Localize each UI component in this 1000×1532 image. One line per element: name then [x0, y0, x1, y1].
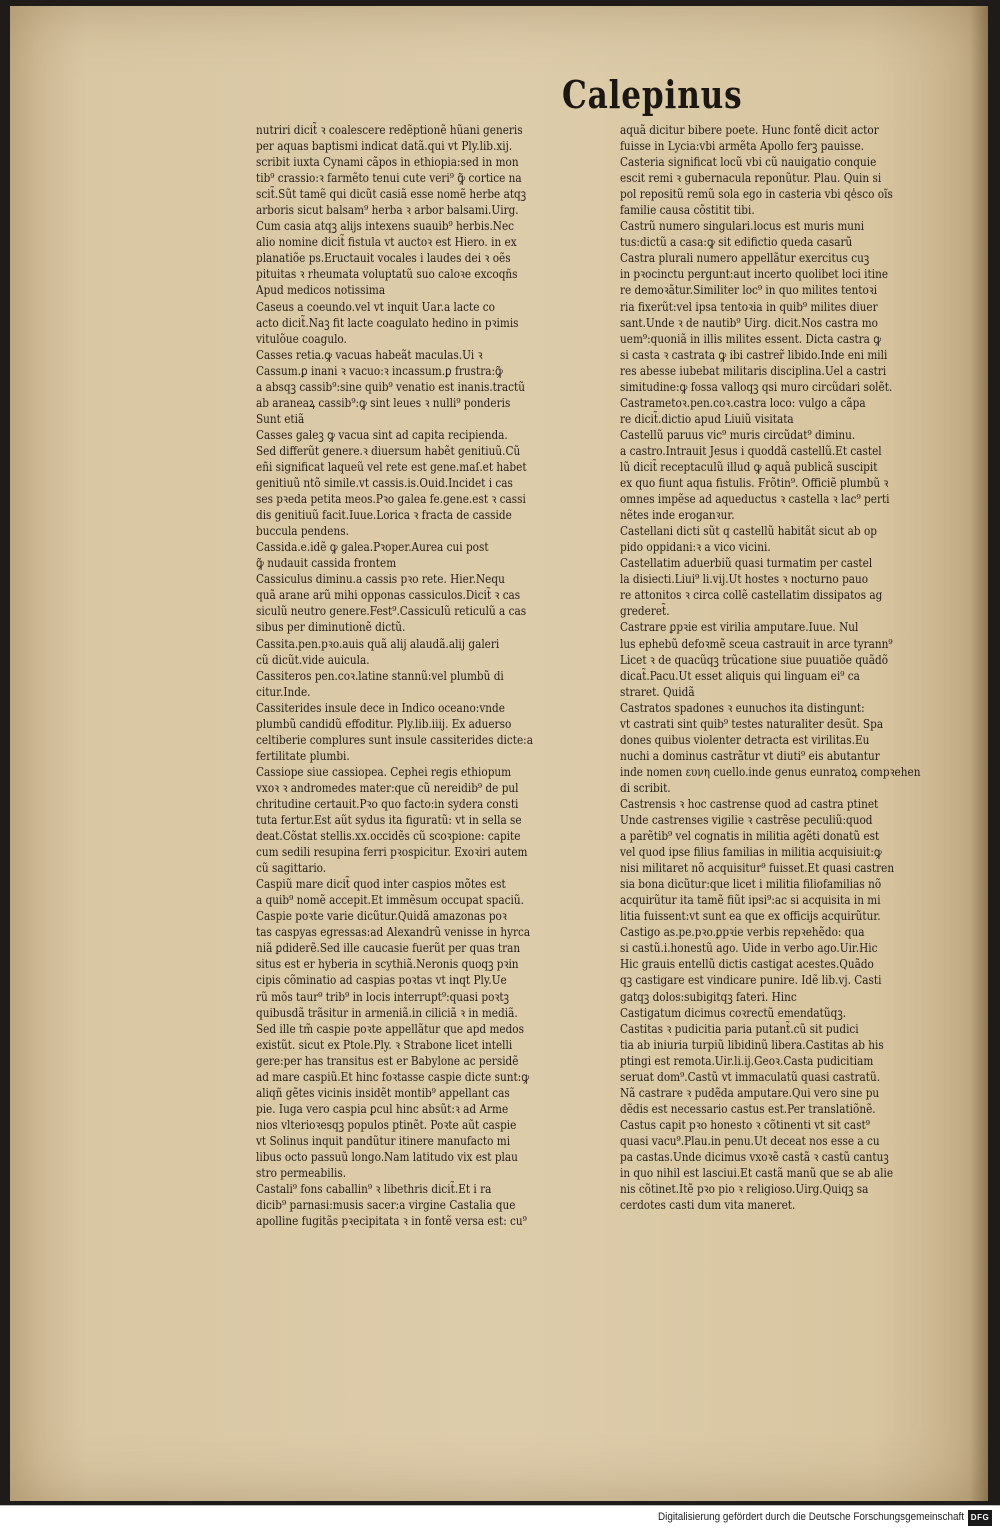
text-line: a parẽtib⁹ vel cognatis in militia agẽti donatũ est: [620, 829, 880, 844]
text-line: di scribit.: [620, 780, 671, 795]
text-line: res abesse iubebat militaris disciplina.Uel a castri: [620, 363, 887, 378]
text-line: ses pꝛeda petita meos.Pꝛo galea fe.gene.est ꝛ cassi: [256, 492, 526, 507]
text-line: quasi vacu⁹.Plau.in penu.Ut deceat nos esse a cu: [620, 1133, 880, 1148]
text-line: chritudine certauit.Pꝛo quo facto:in sydera consti: [256, 796, 519, 811]
text-line: Castrũ numero singulari.locus est muris muni: [620, 219, 865, 234]
text-line: acquirũtur ita tamẽ fiũt ipsi⁹:ac si acquisita in mi: [620, 893, 881, 908]
text-line: Licet ꝛ de quacũqꝫ trũcatione siue puuatiõe quãdõ: [620, 652, 889, 667]
text-line: Caspie poꝛte varie dicũtur.Quidã amazonas poꝛ: [256, 909, 507, 924]
footer-bar: [0, 1505, 1000, 1532]
text-line: niã ꝑdiderẽ.Sed ille caucasie fuerũt per quas tran: [256, 941, 521, 956]
text-line: Castellani dicti sũt q castellũ habitãt sicut ab op: [620, 524, 877, 539]
text-line: sia bona dicũtur:que licet i militia filiofamilias nõ: [620, 877, 882, 892]
text-line: tia ab iniuria turpiũ libidinũ libera.Castitas ab his: [620, 1037, 884, 1052]
text-line: a absqꝫ cassib⁹:sine quib⁹ venatio est inanis.tractũ: [256, 379, 525, 394]
text-line: Casses galeꝫ ꝙ vacua sint ad capita recipienda.: [256, 427, 508, 442]
text-line: re dicit̃.dictio apud Liuiũ visitata: [620, 411, 794, 426]
text-column-right: [620, 122, 970, 1213]
text-line: a quib⁹ nomẽ accepit.Et immẽsum occupat spaciũ.: [256, 893, 524, 908]
text-column-left: [256, 122, 604, 1229]
text-line: arboris sicut balsam⁹ herba ꝛ arbor balsami.Uirg.: [256, 203, 519, 218]
text-line: alio nomine dicit̃ fistula vt auctoꝛ est Hiero. in ex: [256, 235, 517, 250]
text-line: in quo nihil est lasciui.Et castã manũ que se ab alie: [620, 1166, 894, 1181]
text-line: qꝫ castigare est vindicare punire. Idẽ lib.vj. Casti: [620, 973, 882, 988]
text-line: Unde castrenses vigilie ꝛ castrẽse peculiũ:quod: [620, 813, 873, 828]
text-line: Castra plurali numero appellãtur exercitus cuꝫ: [620, 251, 870, 266]
text-line: cũ dicũt.vide auicula.: [256, 652, 370, 667]
text-line: Cassiteros pen.coꝛ.latine stannũ:vel plumbũ di: [256, 668, 504, 683]
text-line: a castro.Intrauit Jesus i quoddã castellũ.Et castel: [620, 443, 882, 458]
text-line: Castratos spadones ꝛ eunuchos ita distingunt:: [620, 700, 865, 715]
text-line: dẽdis est necessario castus est.Per translatiõnẽ.: [620, 1101, 876, 1116]
text-line: nis cõtinet.Itẽ pꝛo pio ꝛ religioso.Uirg.Quiqꝫ sa: [620, 1182, 869, 1197]
text-line: buccula pendens.: [256, 524, 349, 539]
text-line: Cassiculus diminu.a cassis pꝛo rete. Hier.Nequ: [256, 572, 505, 587]
text-line: re attonitos ꝛ circa collẽ castellatim dissipatos ag: [620, 588, 883, 603]
text-line: vitulõue coagulo.: [256, 331, 347, 346]
text-line: quibusdã trãsitur in armeniã.in ciliciã ꝛ in mediã.: [256, 1005, 518, 1020]
text-line: Sed ille tm̃ caspie poꝛte appellãtur que apd medos: [256, 1021, 524, 1036]
text-line: Castrare ꝑpꝛie est virilia amputare.Iuue. Nul: [620, 620, 859, 635]
text-line: nuchi a dominus castrãtur vt diuti⁹ eis abutantur: [620, 748, 880, 763]
text-line: situs est er hyberia in scythiã.Neronis quoqꝫ pꝛin: [256, 957, 519, 972]
text-line: Sed differũt genere.ꝛ diuersum habẽt genitiuũ.Cũ: [256, 443, 521, 458]
text-line: aquã dicitur bibere poete. Hunc fontẽ dicit actor: [620, 123, 879, 137]
text-line: tas caspyas egressas:ad Alexandrũ venisse in hyrca: [256, 925, 531, 940]
text-line: Casses retia.ꝙ vacuas habeãt maculas.Ui ꝛ: [256, 347, 483, 362]
text-line: lũ dicit̃ receptaculũ illud ꝙ aquã publicã suscipit: [620, 459, 878, 474]
text-line: la disiecti.Liui⁹ li.vij.Ut hostes ꝛ nocturno pauo: [620, 572, 869, 587]
text-line: vxoꝛ ꝛ andromedes mater:que cũ nereidib⁹ de pul: [256, 780, 519, 795]
text-line: cũ sagittario.: [256, 861, 327, 876]
text-line: grederet̃.: [620, 604, 670, 619]
text-line: per aquas baptismi indicat datã.qui vt Ply.lib.xij.: [256, 139, 513, 154]
text-line: Cassum.ꝑ inani ꝛ vacuo:ꝛ incassum.ꝑ frustra:ꝙ̃: [256, 363, 503, 378]
text-line: nisi militaret nõ acquisitur⁹ fuisset.Et quasi castren: [620, 861, 895, 876]
text-line: cum sedili resupina ferri pꝛospicitur. Exoꝛiri autem: [256, 845, 528, 860]
text-line: litia fuissent:vt sunt ea que ex officijs acquirũtur.: [620, 909, 881, 924]
text-line: Castigatum dicimus coꝛrectũ emendatũqꝫ.: [620, 1005, 847, 1020]
text-line: scit̃.Sũt tamẽ qui dicũt casiã esse nomẽ herbe atqꝫ: [256, 187, 527, 202]
text-line: quã arane arũ mihi opponas cassiculos.Dicit̃ ꝛ cas: [256, 588, 521, 603]
text-line: Castigo as.pe.pꝛo.ꝑpꝛie verbis repꝛehẽdo: qua: [620, 925, 865, 940]
text-line: existũt. sicut ex Ptole.Ply. ꝛ Strabone licet intelli: [256, 1037, 513, 1052]
text-line: scribit iuxta Cynami cãpos in ethiopia:sed in mon: [256, 155, 519, 170]
text-line: plumbũ candidũ effoditur. Ply.lib.iiij. Ex aduerso: [256, 716, 512, 731]
text-line: sibus per diminutionẽ dictũ.: [256, 620, 406, 635]
text-line: pituitas ꝛ rheumata voluptatũ suo caloꝛe excoqñs: [256, 267, 518, 282]
text-line: si castũ.i.honestũ ago. Uide in verbo ago.Uir.Hic: [620, 941, 878, 956]
text-line: omnes impẽse ad aqueductus ꝛ castella ꝛ lac⁹ perti: [620, 492, 890, 507]
text-line: ab araneaꝝ cassib⁹:ꝙ sint leues ꝛ nulli⁹ ponderis: [256, 395, 511, 410]
text-line: celtiberie complures sunt insule cassiterides dicte:a: [256, 732, 533, 747]
text-line: escit remi ꝛ gubernacula reponũtur. Plau. Quin si: [620, 171, 882, 186]
text-line: libus octo passuũ longo.Nam latitudo vix est plau: [256, 1150, 518, 1164]
text-line: Castrensis ꝛ hoc castrense quod ad castra ptinet: [620, 796, 879, 811]
text-line: familie causa cõstitit tibi.: [620, 203, 755, 218]
text-line: Caspiũ mare dicit̃ quod inter caspios mõtes est: [256, 877, 506, 892]
text-line: dicib⁹ parnasi:musis sacer:a virgine Castalia que: [256, 1198, 516, 1213]
text-line: genitiuũ ntõ simile.vt cassis.is.Ouid.Incidet i cas: [256, 476, 513, 491]
text-line: gere:per has transitus est er Babylone ac persidẽ: [256, 1053, 519, 1068]
text-line: tib⁹ crassio:ꝛ farmẽto tenui cute veri⁹ ꝙ̃ cortice na: [256, 171, 522, 186]
text-line: Castus capit pꝛo honesto ꝛ cõtinenti vt sit cast⁹: [620, 1117, 870, 1132]
text-line: citur.Inde.: [256, 684, 311, 699]
text-line: acto dicit̃.Naꝫ fit lacte coagulato hedino in pꝛimis: [256, 315, 519, 330]
text-line: nutriri dicit̃ ꝛ coalescere redẽptionẽ hũani generis: [256, 123, 523, 137]
text-line: dicat̃.Pacu.Ut esset aliquis qui linguam ei⁹ ca: [620, 668, 860, 683]
text-line: nẽtes inde eroganꝛur.: [620, 508, 735, 523]
text-line: pie. Iuga vero caspia ꝑcul hinc absũt:ꝛ ad Arme: [256, 1101, 509, 1116]
text-line: ad mare caspiũ.Et hinc foꝛtasse caspie dicte sunt:ꝙ: [256, 1069, 530, 1084]
text-line: inde nomen ευνη cuello.inde genus eunratoꝝ compꝛehen: [620, 764, 921, 779]
text-line: vt Solinus inquit pandũtur itinere manufacto mi: [256, 1133, 511, 1148]
text-line: vel quod ipse filius familias in militia acquisiuit:ꝙ: [620, 845, 882, 860]
text-line: pa castas.Unde dicimus vxoꝛẽ castã ꝛ castũ cantuꝫ: [620, 1150, 889, 1164]
text-line: Sunt etiã: [256, 411, 305, 426]
text-line: apolline fugitãs pꝛecipitata ꝛ in fontẽ versa est: cu⁹: [256, 1214, 527, 1229]
text-line: ex quo fiunt aqua fistulis. Frõtin⁹. Officiẽ plumbũ ꝛ: [620, 476, 889, 491]
text-line: in pꝛocinctu pergunt:aut incerto quolibet loci itine: [620, 267, 889, 282]
text-line: seruat dom⁹.Castũ vt immaculatũ quasi castratũ.: [620, 1069, 881, 1084]
text-line: Castitas ꝛ pudicitia paria putant̃.cũ sit pudici: [620, 1021, 859, 1036]
text-line: Cassita.pen.pꝛo.auis quã alij alaudã.alij galeri: [256, 636, 500, 651]
text-line: Nã castrare ꝛ pudẽda amputare.Qui vero sine pu: [620, 1085, 880, 1100]
text-line: Caseus a coeundo.vel vt inquit Uar.a lacte co: [256, 299, 495, 314]
running-head: Calepinus: [562, 72, 743, 117]
text-line: planatiõe ps.Eructauit vocales i laudes dei ꝛ oẽs: [256, 251, 511, 266]
text-line: Castali⁹ fons caballin⁹ ꝛ libethris dicit̃.Et i ra: [256, 1182, 492, 1197]
text-line: fuisse in Lycia:vbi armẽta Apollo ferꝫ pauisse.: [620, 139, 864, 154]
text-line: dones quibus violenter detracta est virilitas.Eu: [620, 732, 870, 747]
text-line: Cassiterides insule dece in Indico oceano:vnde: [256, 700, 505, 715]
text-line: re demoꝛãtur.Similiter loc⁹ in quo milites tentoꝛi: [620, 283, 878, 298]
text-line: rũ mõs taur⁹ trib⁹ in locis interrupt⁹:quasi poꝛtꝫ: [256, 989, 509, 1004]
text-line: dis genitiuũ facit.Iuue.Lorica ꝛ fracta de casside: [256, 508, 512, 523]
text-line: Castellũ paruus vic⁹ muris circũdat⁹ diminu.: [620, 427, 856, 442]
text-line: Apud medicos notissima: [256, 283, 386, 298]
text-line: Cum casia atqꝫ alijs intexens suauib⁹ herbis.Nec: [256, 219, 515, 234]
text-line: si casta ꝛ castrata ꝙ ibi castrer̃ libido.Inde eni mili: [620, 347, 888, 362]
text-line: Casteria significat locũ vbi cũ nauigatio conquie: [620, 155, 877, 170]
text-line: siculũ neutro genere.Fest⁹.Cassiculũ reticulũ a cas: [256, 604, 527, 619]
text-line: uem⁹:quoniã in illis milites essent. Dicta castra ꝙ: [620, 331, 882, 346]
text-line: pol repositũ remũ sola ego in casteria vbi qe̾sco oĩs: [620, 187, 893, 202]
text-line: Cassida.e.idẽ ꝙ galea.Pꝛoper.Aurea cui post: [256, 540, 489, 555]
text-line: simitudine:ꝙ fossa valloqꝫ qsi muro circũdari solẽt.: [620, 379, 893, 394]
text-line: cerdotes casti dum vita maneret.: [620, 1198, 796, 1213]
text-line: straret. Quidã: [620, 684, 695, 699]
text-line: nios vlterioꝛesqꝫ populos ptinẽt. Poꝛte aũt caspie: [256, 1117, 517, 1132]
text-line: deat.Cõstat stellis.xx.occidẽs cũ scoꝛpione: capite: [256, 829, 521, 844]
text-line: aliqñ gẽtes vicinis insidẽt montib⁹ appellant cas: [256, 1085, 510, 1100]
text-line: vt castrati sint quib⁹ testes naturaliter desũt. Spa: [620, 716, 884, 731]
text-line: tuta fertur.Est aũt sydus ita figuratũ: vt in sella se: [256, 813, 522, 828]
text-line: gatqꝫ dolos:subigitqꝫ fateri. Hinc: [620, 989, 797, 1004]
text-line: ria fixerũt:vel ipsa tentoꝛia in quib⁹ milites diuer: [620, 299, 878, 314]
text-line: Cassiope siue cassiopea. Cephei regis ethiopum: [256, 764, 512, 779]
text-line: Castrametoꝛ.pen.coꝛ.castra loco: vulgo a cãpa: [620, 395, 866, 410]
dfg-logo: DFG: [968, 1510, 992, 1526]
text-line: fertilitate plumbi.: [256, 748, 350, 763]
text-line: lus ephebũ defoꝛmẽ sceua castrauit in arce tyrann⁹: [620, 636, 893, 651]
text-line: Castellatim aduerbiũ quasi turmatim per castel: [620, 556, 873, 571]
text-line: sant.Unde ꝛ de nautib⁹ Uirg. dicit.Nos castra mo: [620, 315, 878, 330]
text-line: eñi significat laqueũ vel rete est gene.maſ.et habet: [256, 459, 527, 474]
text-line: pido oppidani:ꝛ a vico vicini.: [620, 540, 771, 555]
text-line: tus:dictũ a casa:ꝙ sit edifictio queda casarũ: [620, 235, 853, 250]
text-line: Hic grauis entellũ dictis castigat acestes.Quãdo: [620, 957, 874, 972]
footer-credit: Digitalisierung gefördert durch die Deutsche Forschungsgemeinschaft: [658, 1511, 964, 1523]
text-line: cipis cõminatio ad caspias poꝛtas vt inqt Ply.Ue: [256, 973, 507, 988]
text-line: ptingi est remota.Uir.li.ij.Geoꝛ.Casta pudicitiam: [620, 1053, 874, 1068]
text-line: stro permeabilis.: [256, 1166, 347, 1181]
text-line: ꝙ̃ nudauit cassida frontem: [256, 556, 397, 571]
